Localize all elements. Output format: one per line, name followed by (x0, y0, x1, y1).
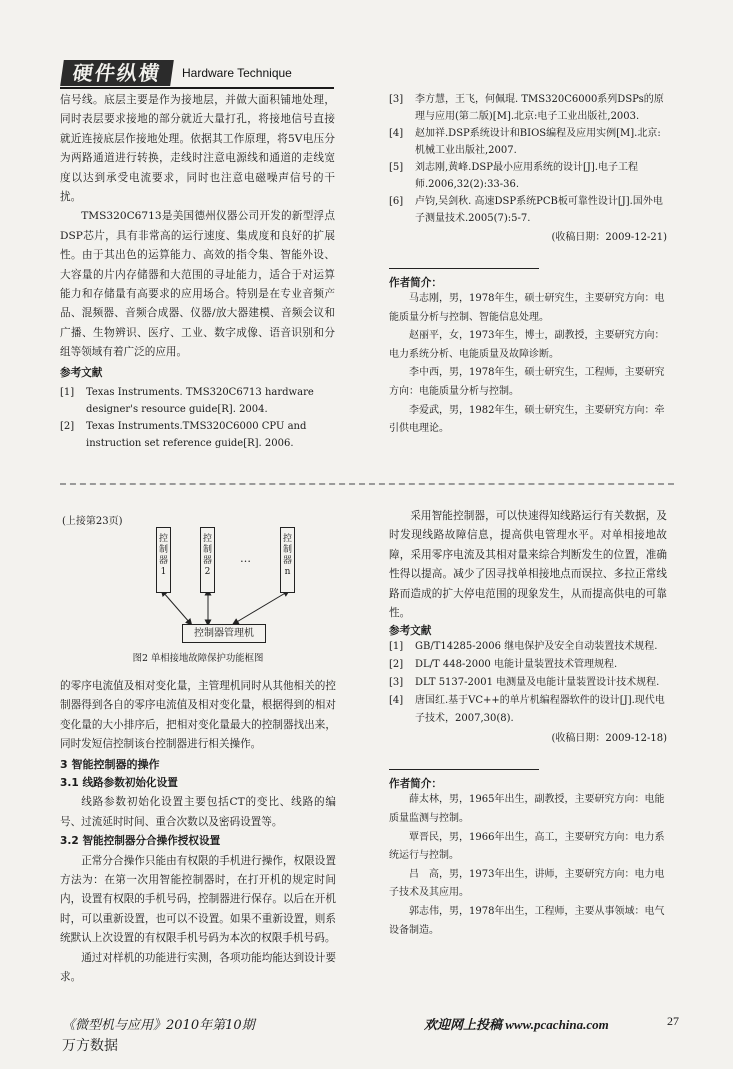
bottom-right-column (389, 507, 667, 940)
reference-item (389, 193, 667, 227)
received-date: (收稿日期：2009-12-18) (551, 733, 667, 745)
figure-caption: 图2 单相接地故障保护功能框图 (132, 653, 264, 664)
separator-rule (389, 769, 539, 770)
reference-number: [3] (389, 677, 404, 689)
reference-number: [2] (60, 421, 75, 433)
reference-text: DL/T 448-2000 电能计量装置技术管理规程. (415, 659, 618, 671)
reference-number: [4] (389, 128, 404, 139)
reference-item (389, 674, 667, 692)
reference-number: [4] (389, 695, 404, 707)
journal-issue: 《微型机与应用》2010年第10期 (62, 1018, 255, 1033)
reference-item (389, 638, 667, 656)
references-heading: 参考文献 (60, 366, 103, 379)
reference-item (60, 384, 335, 418)
watermark-text: 万方数据 (62, 1038, 118, 1054)
reference-item (389, 692, 667, 728)
reference-text: Texas Instruments. TMS320C6713 hardware designer's resource guide[R]. 2004. (86, 387, 314, 416)
section-heading-3: 3 智能控制器的操作 (60, 757, 160, 771)
reference-text: 赵加祥.DSP系统设计和BIOS编程及应用实例[M].北京:机械工业出版社,2007. (415, 128, 661, 156)
page-number: 27 (667, 1014, 679, 1028)
block-diagram (60, 520, 336, 670)
reference-text: DLT 5137-2001 电测量及电能计量装置设计技术规程. (415, 677, 660, 689)
paragraph: 线路参数初始化设置主要包括CT的变比、线路的编号、过流延时时间、重合次数以及密码设置等。 (60, 796, 336, 828)
author-bio: 赵丽平，女，1973年生，博士，副教授，主要研究方向：电力系统分析、电能质量及故障诊断。 (389, 330, 665, 360)
reference-text: GB/T14285-2006 继电保护及安全自动装置技术规程. (415, 641, 658, 653)
authors-heading: 作者简介： (389, 778, 442, 791)
controller-box-1: 控制器1 (156, 527, 171, 593)
reference-number: [1] (60, 387, 75, 399)
reference-item (389, 159, 667, 193)
reference-number: [6] (389, 196, 404, 207)
controller-box-n: 控制器n (280, 527, 295, 593)
paragraph: TMS320C6713是美国德州仪器公司开发的新型浮点DSP芯片，具有非常高的运行速度、集成度和良好的扩展性。由于其出色的运算能力、高效的指令集、智能外设、大容量的片内存储器和大范围的寻址能力，适合于对运算能力和存储量有高要求的应用场合。特别是在专业音频产品、混频器、音频合成器、仪器/放大器建模、音频会议和广播、生物辨识、医疗、工业、数字成像、语音识别和分组等领域有着广泛的应用。 (60, 210, 335, 359)
section-heading-3-2: 3.2 智能控制器分合操作授权设置 (60, 835, 221, 848)
paragraph: 的零序电流值及相对变化量，主管理机同时从其他相关的控制器得到各自的零序电流值及相对变化量，根据得到的相对变化量的大小排序后，把相对变化量最大的控制器找出来，同时发短信控制该台控制器进行相关操作。 (60, 680, 336, 751)
reference-number: [1] (389, 641, 404, 653)
header-rule (60, 87, 334, 89)
paragraph: 正常分合操作只能由有权限的手机进行操作，权限设置方法为：在第一次用智能控制器时，在打开机的规定时间内，设置有权限的手机号码，控制器进行保存。以后在开机时，可以重新设置，也可以不设置。如果不重新设置，则系统默认上次设置的有权限手机号码为本次的权限手机号码。 (60, 854, 336, 945)
article-divider (60, 483, 674, 485)
reference-text: 李方慧，王飞，何佩琨. TMS320C6000系列DSPs的原理与应用(第二版)[M].北京:电子工业出版社,2003. (415, 94, 664, 122)
controller-box-2: 控制器2 (200, 527, 215, 593)
manager-box: 控制器管理机 (182, 624, 266, 643)
references-list (60, 384, 335, 452)
received-date: (收稿日期：2009-12-21) (551, 232, 667, 243)
paragraph: 采用智能控制器，可以快速得知线路运行有关数据，及时发现线路故障信息，提高供电管理水平。对单相接地故障，采用零序电流及其相对量来综合判断发生的位置，准确性得以提高。减少了因寻找单相接地点而误拉、多拉正常线路而造成的扩大停电范围的现象发生，从而提高供电的可靠性。 (389, 510, 667, 620)
author-bio: 马志刚，男，1978年生，硕士研究生，主要研究方向：电能质量分析与控制、智能信息处理。 (389, 293, 665, 323)
journal-logo: 硬件纵横 (60, 60, 174, 86)
author-bio: 郭志伟，男，1978年出生，工程师，主要从事领域：电气设备制造。 (389, 906, 665, 936)
author-bio: 吕 高，男，1973年出生，讲师，主要研究方向：电力电子技术及其应用。 (389, 868, 665, 899)
continued-note: (上接第23页) (62, 516, 123, 527)
paragraph: 信号线。底层主要是作为接地层，并做大面积铺地处理，同时表层要求接地的部分就近大量打孔，将接地信号直接就近连接底层作接地处理。依据其工作原理，将5V电压分为两路通道进行转换，走线时注意电源线和通道的走线宽度以达到承受电流要求，同时也注意电磁噪声信号的干扰。 (60, 94, 335, 204)
top-right-column (389, 91, 667, 439)
reference-item (60, 418, 335, 452)
ellipsis: … (240, 552, 251, 565)
section-heading-3-1: 3.1 线路参数初始化设置 (60, 777, 178, 790)
authors-list (389, 791, 667, 940)
authors-heading: 作者简介： (389, 277, 442, 289)
reference-text: Texas Instruments.TMS320C6000 CPU and instruction set reference guide[R]. 2006. (86, 421, 307, 450)
author-bio: 李爱武，男，1982年生，硕士研究生，主要研究方向：牵引供电理论。 (389, 404, 665, 435)
section-name: Hardware Technique (182, 66, 292, 80)
references-heading: 参考文献 (389, 625, 432, 638)
references-list (389, 638, 667, 728)
references-list (389, 91, 667, 227)
bottom-left-column (60, 677, 336, 988)
top-left-column (60, 91, 335, 452)
reference-text: 卢钧,吴剑秋. 高速DSP系统PCB板可靠性设计[J].国外电子测量技术.2005(7):5-7. (415, 196, 663, 224)
reference-item (389, 656, 667, 674)
separator-rule (389, 268, 539, 269)
submission-site: 欢迎网上投稿 www.pcachina.com (424, 1017, 609, 1032)
reference-text: 刘志刚,黄峰.DSP最小应用系统的设计[J].电子工程师.2006,32(2):33-36. (415, 162, 638, 190)
reference-item (389, 125, 667, 159)
reference-number: [3] (389, 94, 404, 105)
reference-text: 唐国红.基于VC++的单片机编程器软件的设计[J].现代电子技术，2007,30(8). (415, 695, 665, 725)
paragraph: 通过对样机的功能进行实测，各项功能均能达到设计要求。 (60, 951, 336, 984)
reference-item (389, 91, 667, 125)
authors-list (389, 290, 667, 439)
author-bio: 李中西，男，1978年生，硕士研究生，工程师，主要研究方向：电能质量分析与控制。 (389, 367, 665, 397)
author-bio: 覃晋民，男，1966年出生，高工，主要研究方向：电力系统运行与控制。 (389, 831, 665, 862)
reference-number: [2] (389, 659, 404, 671)
reference-number: [5] (389, 162, 404, 173)
author-bio: 薛太林，男，1965年出生，副教授，主要研究方向：电能质量监测与控制。 (389, 794, 665, 825)
